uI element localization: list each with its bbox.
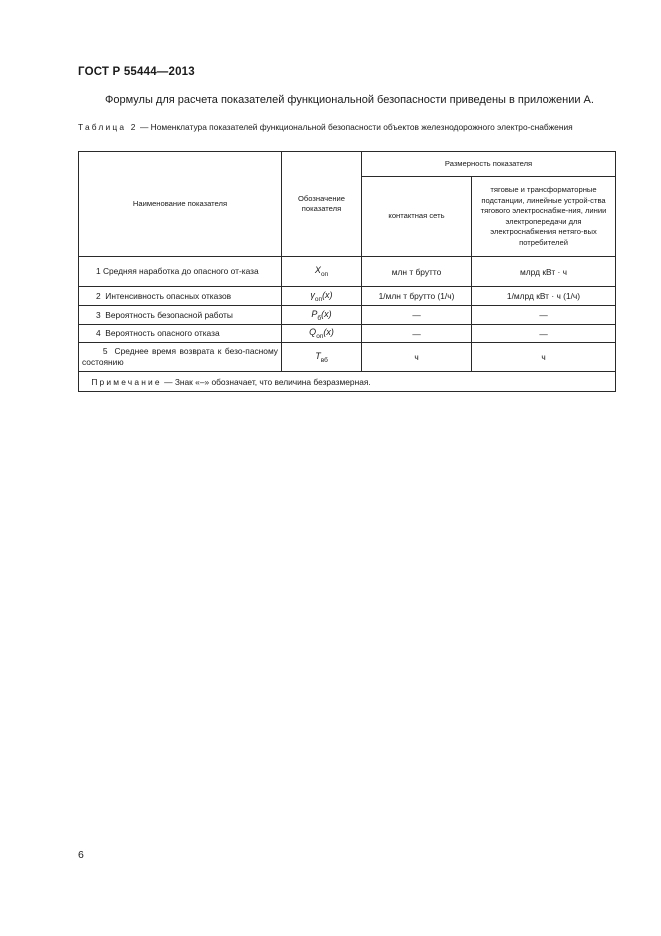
row-contact-unit: 1/млн т брутто (1/ч) xyxy=(362,287,472,306)
header-contact-network: контактная сеть xyxy=(362,177,472,257)
symbol-main: T xyxy=(315,350,321,361)
row-subst-unit: — xyxy=(472,325,616,343)
row-subst-unit: млрд кВт · ч xyxy=(472,257,616,287)
table-row xyxy=(79,325,616,343)
row-contact-unit: — xyxy=(362,325,472,343)
symbol-sub: оп xyxy=(316,332,324,340)
row-symbol xyxy=(282,287,362,306)
row-contact-unit: млн т брутто xyxy=(362,257,472,287)
table-row xyxy=(79,343,616,372)
row-number: 3 xyxy=(95,309,101,320)
row-number: 2 xyxy=(95,290,101,301)
row-subst-unit: ч xyxy=(472,343,616,372)
page-number: 6 xyxy=(78,849,84,861)
row-contact-unit: ч xyxy=(362,343,472,372)
symbol-tail: (x) xyxy=(322,289,333,300)
symbol-tail: (x) xyxy=(323,327,334,338)
table-caption-text: — Номенклатура показателей функциональной безопасности объектов железнодорожного электро-снабжения xyxy=(137,122,573,132)
row-name-cell xyxy=(79,306,282,325)
header-name: Наименование показателя xyxy=(79,152,282,257)
header-substations: тяговые и трансформаторные подстанции, линейные устрой-ства тягового электроснабже-ния, линии электропередачи для электроснабжения нетяго-вых потребителей xyxy=(472,177,616,257)
symbol-tail: (x) xyxy=(321,308,332,319)
table-note-label: Примечание xyxy=(91,376,162,387)
row-number: 4 xyxy=(95,328,101,338)
table-row xyxy=(79,257,616,287)
document-code: ГОСТ Р 55444—2013 xyxy=(78,66,195,78)
row-name-cell xyxy=(79,287,282,306)
symbol-main: P xyxy=(311,308,318,319)
symbol-main: X xyxy=(314,265,321,276)
row-symbol xyxy=(282,343,362,372)
row-name: Среднее время возврата к безо-пасному состоянию xyxy=(82,346,278,367)
row-subst-unit: 1/млрд кВт · ч (1/ч) xyxy=(472,287,616,306)
table-caption xyxy=(78,121,618,133)
symbol-main: γ xyxy=(310,289,315,300)
table-note-text: — Знак «–» обозначает, что величина безразмерная. xyxy=(161,376,371,387)
row-subst-unit: — xyxy=(472,306,616,325)
table-row xyxy=(79,287,616,306)
row-name: Средняя наработка до опасного от-каза xyxy=(102,266,259,276)
symbol-sub: оп xyxy=(314,295,323,303)
row-name: Интенсивность опасных отказов xyxy=(105,290,232,301)
symbol-sub: оп xyxy=(320,270,329,278)
row-name-cell xyxy=(79,343,282,372)
table-note-row xyxy=(79,372,616,392)
header-row-top xyxy=(79,152,616,177)
symbol-sub: б xyxy=(317,314,322,322)
row-name: Вероятность опасного отказа xyxy=(105,328,220,338)
intro-paragraph: Формулы для расчета показателей функциональной безопасности приведены в приложении А. xyxy=(105,94,594,106)
row-symbol xyxy=(282,257,362,287)
symbol-main: Q xyxy=(309,327,317,338)
row-name: Вероятность безопасной работы xyxy=(105,309,233,320)
table-caption-label: Таблица 2 xyxy=(78,122,138,132)
symbol-sub: вб xyxy=(320,356,328,364)
indicators-table xyxy=(78,151,616,392)
row-contact-unit: — xyxy=(362,306,472,325)
table-row xyxy=(79,306,616,325)
row-name-cell xyxy=(79,325,282,343)
row-symbol xyxy=(282,306,362,325)
row-name-cell xyxy=(79,257,282,287)
row-number: 5 xyxy=(102,346,108,356)
header-designation: Обозначение показателя xyxy=(282,152,362,257)
row-number: 1 xyxy=(95,266,101,276)
header-dimension: Размерность показателя xyxy=(362,152,616,177)
row-symbol xyxy=(282,325,362,343)
table-note xyxy=(79,372,616,392)
